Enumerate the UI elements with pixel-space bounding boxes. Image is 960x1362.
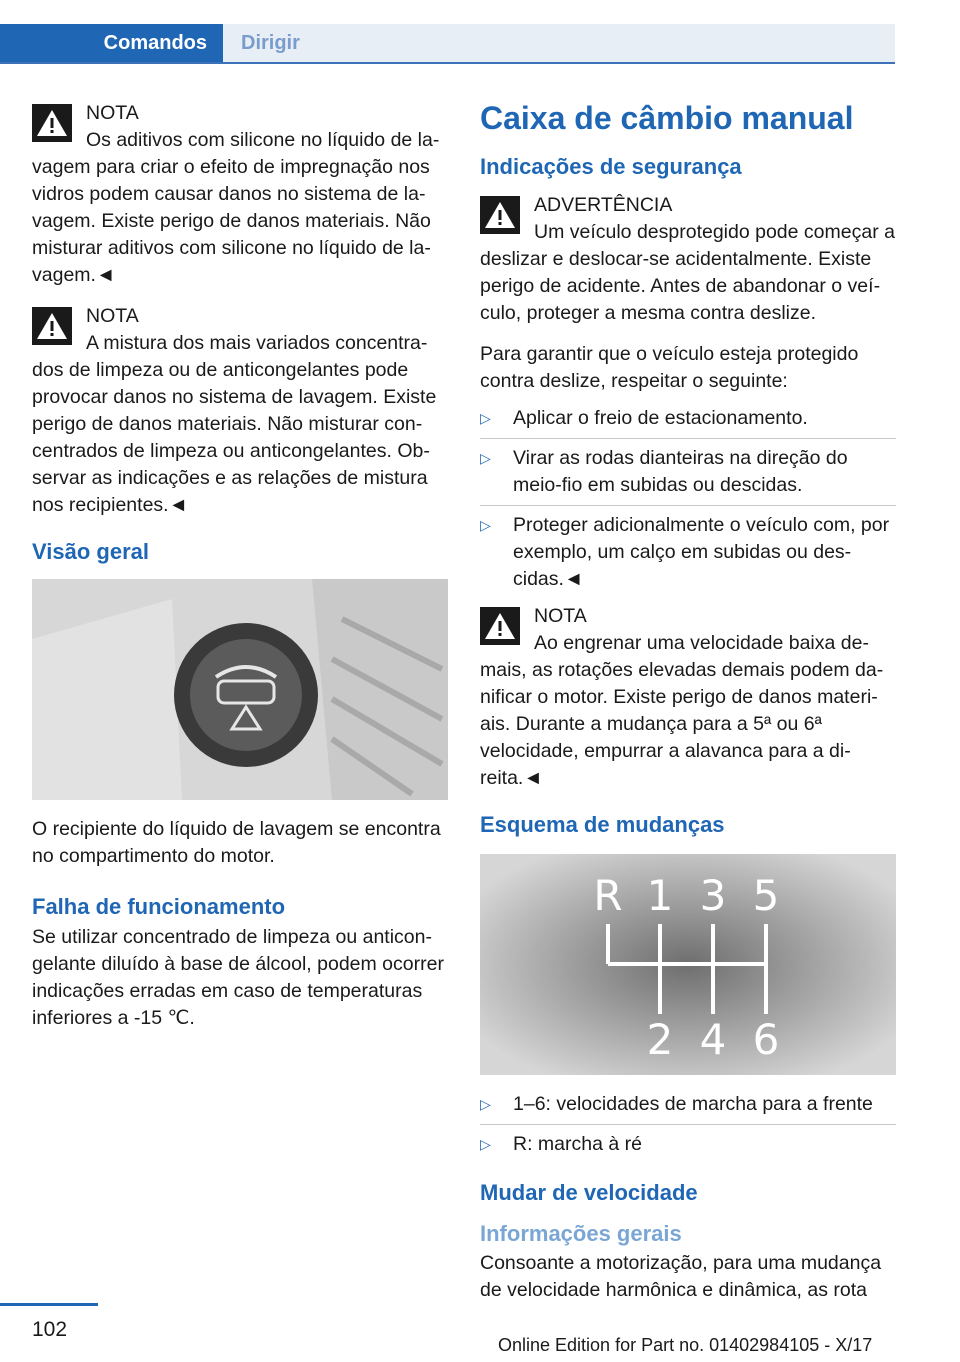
gear-label-4: 4 (699, 1015, 727, 1064)
page-number: 102 (32, 1318, 68, 1341)
tab-comandos[interactable]: Comandos (0, 24, 223, 62)
warning-triangle-icon (480, 607, 520, 645)
left-column (32, 100, 448, 1042)
section-heading-overview: Visão geral (32, 539, 149, 564)
triangle-bullet-icon: ▷ (480, 450, 491, 466)
gear-label-5: 5 (752, 871, 780, 920)
gear-label-1: 1 (646, 871, 674, 920)
notice-block (480, 603, 896, 792)
edition-note: Online Edition for Part no. 01402984105 - X/17 (498, 1335, 873, 1355)
gear-label-6: 6 (752, 1015, 780, 1064)
subheading-general-info: Informações gerais (480, 1221, 682, 1246)
list-item: ▷ Proteger adicionalmente o veículo com, por exemplo, um calço em subidas ou descidas.◄ (480, 514, 890, 590)
warning-block (480, 192, 896, 327)
gear-legend-list (480, 1091, 896, 1158)
page-title: Caixa de câmbio manual (480, 100, 854, 136)
warning-triangle-icon (32, 307, 72, 345)
footer-rule (0, 1303, 98, 1306)
tab-dirigir[interactable]: Dirigir (223, 24, 895, 62)
list-item: ▷ Virar as rodas dianteiras na direção do meio-fio em subidas ou descidas. (480, 445, 896, 506)
triangle-bullet-icon: ▷ (480, 1096, 491, 1112)
warning-triangle-icon (480, 196, 520, 234)
notice-block (32, 303, 448, 519)
photo-caption: O recipiente do líquido de lavagem se encontra no compartimento do motor. (32, 818, 441, 867)
notice-title: NOTA (86, 305, 139, 327)
list-item: ▷ R: marcha à ré (480, 1131, 896, 1158)
safety-list (480, 405, 896, 593)
warning-triangle-icon (32, 104, 72, 142)
notice-body: Ao engrenar uma velocidade baixa demais, as rotações elevadas demais podem danificar o motor. Existe perigo de danos materiais. Durante a mudança para a 5ª ou 6ª velocidade, empurrar a alavanca para a direita.◄ (480, 632, 884, 789)
intro-text: Para garantir que o veículo esteja protegido contra deslize, respeitar o seguinte: (480, 343, 859, 392)
section-heading-shift-pattern: Esquema de mudanças (480, 812, 725, 837)
warning-title: ADVERTÊNCIA (534, 194, 673, 216)
notice-title: NOTA (534, 605, 587, 627)
list-item: ▷ Aplicar o freio de estacionamento. (480, 405, 896, 439)
triangle-bullet-icon: ▷ (480, 410, 491, 426)
gear-label-r: R (593, 871, 623, 920)
shift-pattern-diagram (480, 854, 896, 1075)
malfunction-text: Se utilizar concentrado de limpeza ou anticongelante diluído à base de álcool, podem ocorrer indicações erradas em caso de temperaturas inferiores a -15 ℃. (32, 926, 444, 1029)
section-heading-malfunction: Falha de funcionamento (32, 894, 286, 919)
list-item: ▷ 1–6: velocidades de marcha para a frente (480, 1091, 896, 1125)
triangle-bullet-icon: ▷ (480, 1136, 491, 1152)
section-heading-change-gear: Mudar de velocidade (480, 1180, 698, 1205)
general-text: Consoante a motorização, para uma mudança de velocidade harmônica e dinâmica, as rota (480, 1252, 882, 1301)
section-heading-safety: Indicações de segurança (480, 154, 742, 179)
gear-label-2: 2 (646, 1015, 674, 1064)
triangle-bullet-icon: ▷ (480, 517, 491, 533)
gear-label-3: 3 (699, 871, 727, 920)
right-column (480, 98, 896, 1314)
notice-block (32, 100, 448, 289)
warning-body: Um veículo desprotegido pode começar a deslizar e deslocar-se acidentalmente. Existe perigo de acidente. Antes de abandonar o veículo, proteger a mesma contra deslize. (480, 221, 895, 324)
notice-body: A mistura dos mais variados concentrados de limpeza ou de anticongelantes pode provocar danos no sistema de lavagem. Existe perigo de danos materiais. Não misturar concentrados de limpeza ou anticongelantes. Observar as indicações e as relações de mistura nos recipientes.◄ (32, 332, 437, 516)
chapter-tabs (0, 24, 895, 64)
washer-reservoir-photo (32, 579, 448, 800)
notice-title: NOTA (86, 102, 139, 124)
notice-body: Os aditivos com silicone no líquido de lavagem para criar o efeito de impregnação nos vidros podem causar danos no sistema de lavagem. Existe perigo de danos materiais. Não misturar aditivos com silicone no líquido de lavagem.◄ (32, 129, 440, 286)
